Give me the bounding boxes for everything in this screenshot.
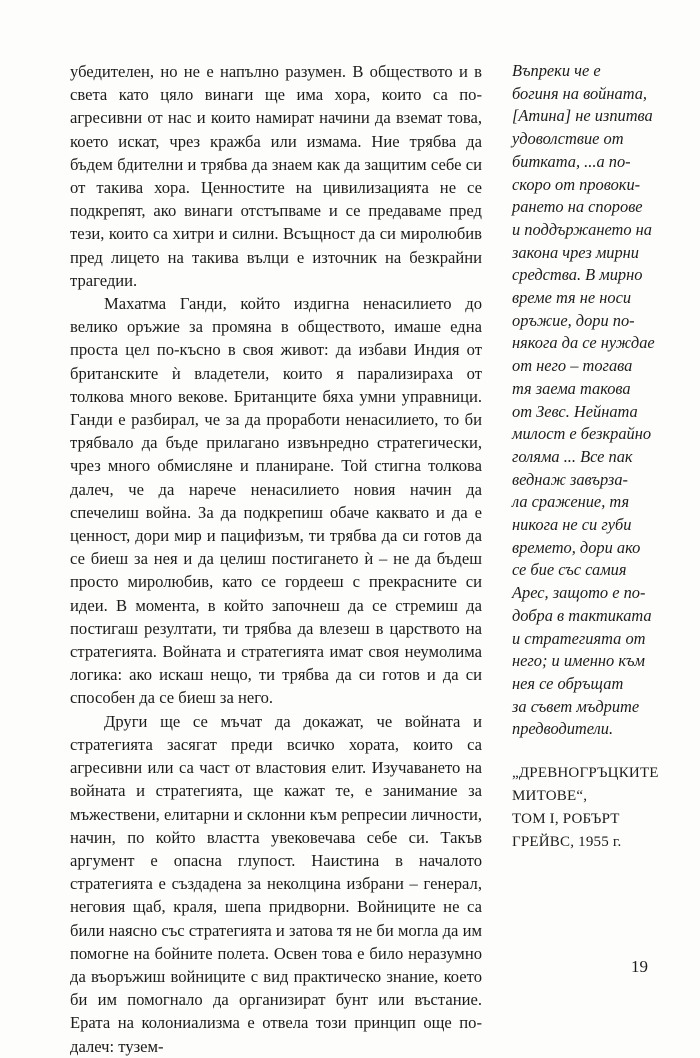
quote-line: битката, ...а по-	[512, 151, 631, 171]
quote-line: веднаж завърза-	[512, 469, 628, 489]
quote-line: ла сражение, тя	[512, 492, 630, 512]
quote-line: тя заема такова	[512, 378, 631, 398]
citation-line: ГРЕЙВС, 1955 г.	[512, 834, 622, 851]
quote-line: нея се обръщат	[512, 673, 624, 693]
quote-line: за съвет мъдрите	[512, 696, 640, 716]
quote-line: богиня на войната,	[512, 83, 648, 103]
page-number: 19	[631, 957, 648, 976]
quote-citation	[512, 762, 680, 854]
quote-line: времето, дори ако	[512, 537, 641, 557]
quote-line: удоволствие от	[512, 129, 624, 149]
quote-line: и стратегията от	[512, 628, 646, 648]
citation-line: „ДРЕВНОГРЪЦКИТЕ	[512, 765, 659, 782]
quote-line: средства. В мирно	[512, 265, 643, 285]
quote-line: милост е безкрайно	[512, 424, 652, 444]
quote-line: някога да се нуждае	[512, 333, 655, 353]
quote-line: време тя не носи	[512, 288, 632, 308]
quote-line: никога не си губи	[512, 515, 632, 535]
quote-line: се бие със самия	[512, 560, 627, 580]
citation-line: МИТОВЕ“,	[512, 788, 588, 805]
quote-line: Арес, защото е по-	[512, 583, 646, 603]
quote-line: от Зевс. Нейната	[512, 401, 638, 421]
main-text	[70, 60, 482, 1058]
sidebar-quote	[512, 60, 680, 741]
quote-line: рането на спорове	[512, 197, 643, 217]
quote-line: скоро от провоки-	[512, 174, 641, 194]
quote-line: от него – тогава	[512, 356, 633, 376]
quote-line: оръжие, дори по-	[512, 310, 635, 330]
quote-line: и поддържането на	[512, 219, 652, 239]
paragraph-2: Махатма Ганди, който издигна ненасилието до велико оръжие за промяна в обществото, имаше една проста цел по-късно в своя живот: да избави Индия от британските ѝ владетели, които я парализираха от толкова много векове. Британците бяха умни управници. Ганди е разбирал, че за да проработи ненасилието, то би трябвало да бъде прилагано извънредно стратегически, чрез много обмисляне и планиране. Той стигна толкова далеч, че да нарече ненасилието новия начин да спечелиш война. За да подкрепиш обаче каквато и да е ценност, дори мир и пацифизъм, ти трябва да си готов да се биеш за нея и да целиш постигането ѝ – не да бъдеш просто миролюбив, като се гордееш с прекрасните си идеи. В момента, в който започнеш да се стремиш да постигаш резултати, ти трябва да влезеш в царството на стратегията. Войната и стратегията имат своя неумолима логика: ако искаш нещо, ти трябва да си готов и да си способен да се биеш за него.	[70, 294, 482, 708]
quote-line: предводители.	[512, 719, 614, 739]
quote-line: добра в тактиката	[512, 605, 652, 625]
paragraph-1: убедителен, но не е напълно разумен. В обществото и в света като цяло винаги ще има хора, които са по-агресивни от нас и които намират начини да вземат това, което искат, чрез кражба или измама. Ние трябва да бъдем бдителни и трябва да знаем как да защитим себе си от такива хора. Ценностите на цивилизацията не се подкрепят, ако винаги отстъпваме и се предаваме пред тези, които са хитри и силни. Всъщност да си миролюбив пред лицето на такива вълци е източник на безкрайни трагедии.	[70, 62, 482, 290]
quote-line: Въпреки че е	[512, 61, 601, 80]
quote-line: закона чрез мирни	[512, 242, 639, 262]
paragraph-3: Други ще се мъчат да докажат, че войната и стратегията засягат преди всичко хората, които са агресивни или са част от властовия елит. Изучаването на войната и стратегията, ще кажат те, е занимание за мъжествени, елитарни и склонни към репресии личности, начин, по който властта увековечава себе си. Такъв аргумент е опасна глупост. Наистина в началото стратегията е създадена за неколцина избрани – генерал, неговия щаб, краля, шепа придворни. Войниците не са били наясно със стратегията и затова тя не би могла да им помогне на бойните полета. Освен това е било неразумно да въоръжиш войниците с вид практическо знание, което би им помогнало да организират бунт или въстание. Ерата на колониализма е отвела този принцип още по-далеч: тузем-	[70, 711, 482, 1056]
quote-line: [Атина] не изпитва	[512, 106, 653, 126]
sidebar	[512, 60, 680, 854]
quote-line: голяма ... Все пак	[512, 446, 633, 466]
citation-line: ТОМ I, РОБЪРТ	[512, 811, 620, 828]
quote-line: него; и именно към	[512, 651, 645, 671]
